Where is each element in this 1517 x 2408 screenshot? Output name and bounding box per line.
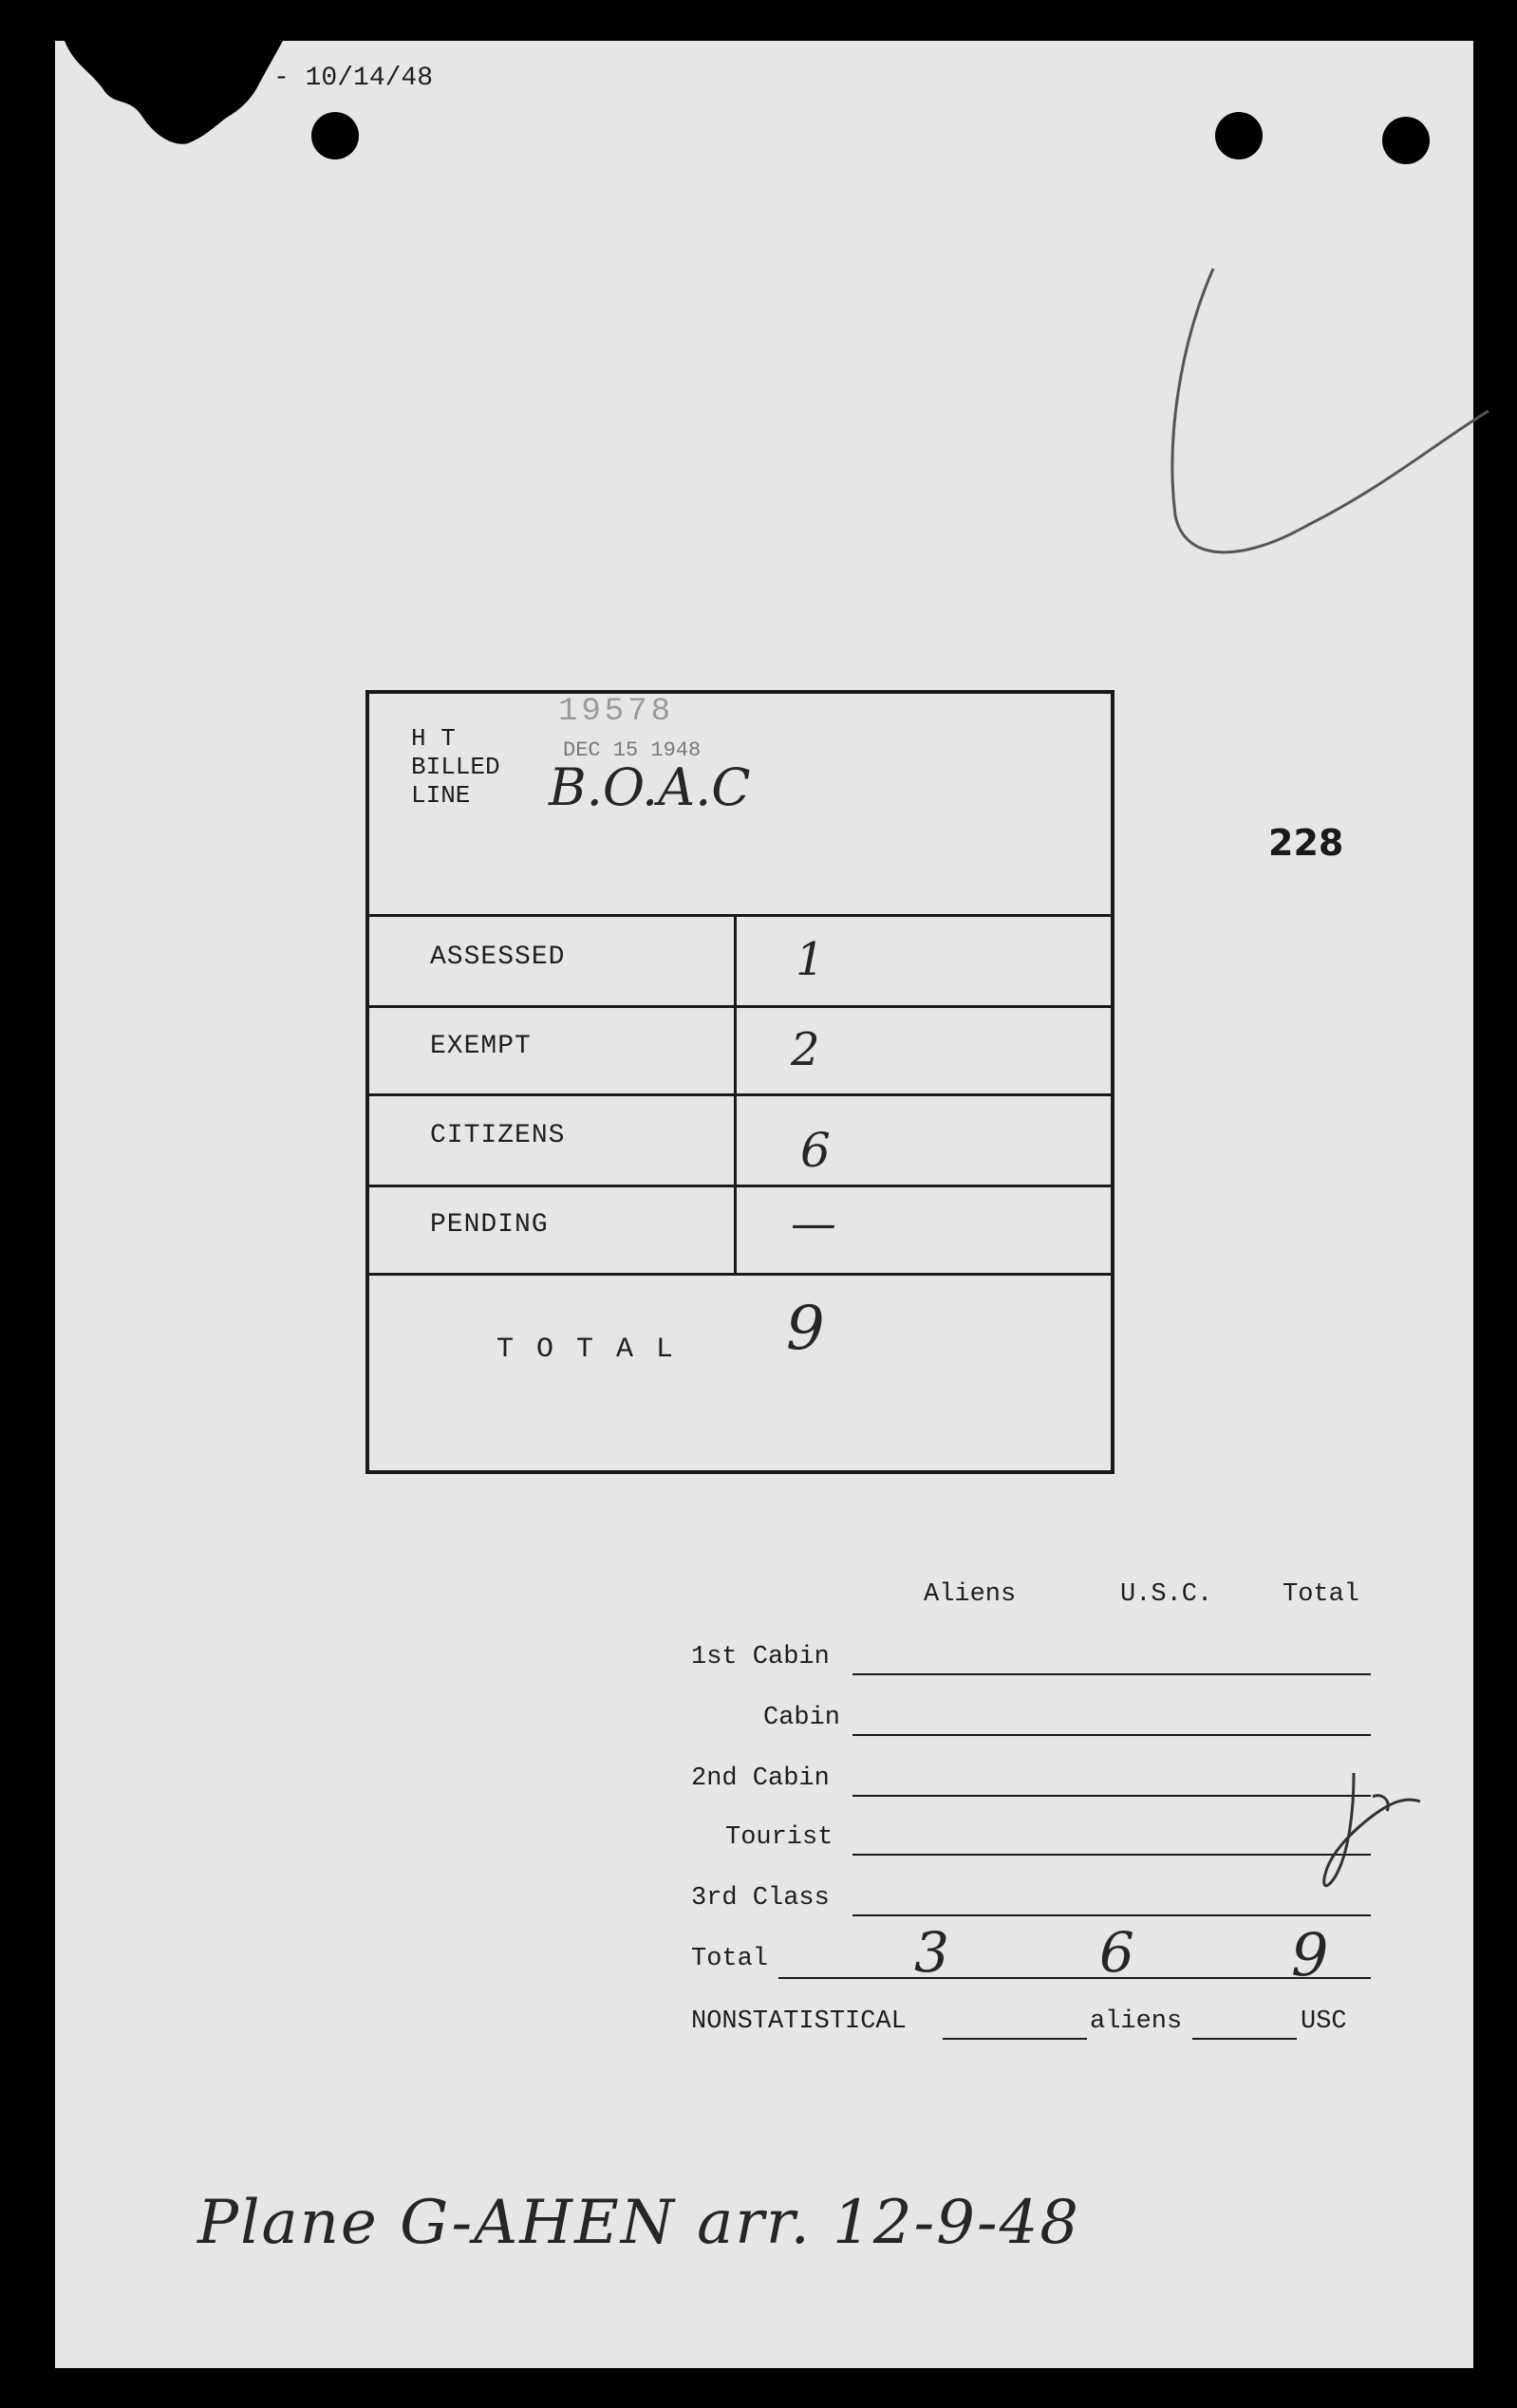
punch-hole-right-1 [1215, 112, 1263, 159]
torn-corner [55, 41, 283, 164]
breakdown-row-3rd-class: 3rd Class [691, 1884, 830, 1913]
breakdown-line-cabin [852, 1734, 1371, 1736]
breakdown-header-usc: U.S.C. [1120, 1580, 1213, 1609]
stamp-serial: 19578 [558, 694, 675, 730]
table-divider-2 [369, 1093, 1111, 1096]
document-page [55, 41, 1473, 2368]
table-divider-3 [369, 1185, 1111, 1187]
breakdown-line-total [778, 1977, 1371, 1979]
breakdown-row-1st-cabin: 1st Cabin [691, 1643, 830, 1671]
breakdown-total-aliens: 3 [914, 1920, 949, 1985]
breakdown-row-2nd-cabin: 2nd Cabin [691, 1764, 830, 1793]
breakdown-line-tourist [852, 1854, 1371, 1856]
breakdown-total-usc: 6 [1099, 1920, 1134, 1985]
stamp-line-name: B.O.A.C [549, 757, 751, 817]
total-value: 9 [786, 1294, 825, 1364]
initials-mark [1316, 1764, 1430, 1906]
row-value-pending: — [791, 1197, 836, 1250]
nonstat-usc-line [1192, 2038, 1297, 2040]
table-divider-4 [369, 1273, 1111, 1276]
breakdown-header-total: Total [1283, 1580, 1360, 1609]
breakdown-total-total: 9 [1291, 1920, 1329, 1989]
stamp-label-billed: BILLED [411, 753, 500, 781]
row-value-citizens: 6 [800, 1123, 831, 1178]
table-divider-1 [369, 1005, 1111, 1008]
header-date: - 10/14/48 [273, 64, 434, 93]
breakdown-line-2nd-cabin [852, 1795, 1371, 1797]
breakdown-line-3rd-class [852, 1914, 1371, 1916]
row-value-exempt: 2 [791, 1023, 820, 1076]
row-label-assessed: ASSESSED [430, 943, 566, 972]
punch-hole-left [311, 112, 359, 159]
row-label-citizens: CITIZENS [430, 1121, 566, 1150]
footer-note: Plane G-AHEN arr. 12-9-48 [197, 2188, 1080, 2258]
punch-hole-right-2 [1382, 117, 1430, 164]
breakdown-row-tourist: Tourist [725, 1823, 833, 1852]
total-label: T O T A L [496, 1334, 677, 1366]
nonstatistical-label: NONSTATISTICAL [691, 2007, 907, 2036]
page-number: 228 [1268, 822, 1344, 864]
table-divider-top [369, 914, 1111, 917]
row-label-exempt: EXEMPT [430, 1032, 532, 1061]
breakdown-total-label: Total [691, 1945, 769, 1973]
stamp-label-ht: H T [411, 724, 456, 753]
nonstat-usc-label: USC [1301, 2007, 1347, 2036]
table-column-divider [734, 914, 737, 1275]
breakdown-header-aliens: Aliens [924, 1580, 1017, 1609]
nonstat-aliens-line [943, 2038, 1087, 2040]
breakdown-line-1st-cabin [852, 1673, 1371, 1675]
breakdown-row-cabin: Cabin [763, 1704, 841, 1732]
stamp-date: DEC 15 1948 [563, 738, 702, 762]
nonstat-aliens-label: aliens [1090, 2007, 1183, 2036]
row-value-assessed: 1 [796, 933, 825, 986]
check-mark-stroke [1099, 259, 1498, 601]
stamp-label-line: LINE [411, 781, 471, 810]
row-label-pending: PENDING [430, 1210, 549, 1240]
